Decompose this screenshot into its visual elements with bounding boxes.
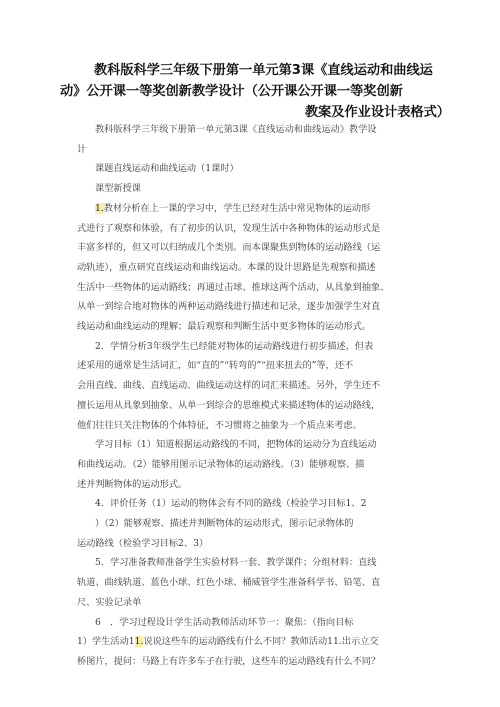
highlight-mark: 1. xyxy=(95,202,104,214)
body-text: 教材分析在上一课的学习中，学生已经对生活中常见物体的运动形 xyxy=(103,202,371,214)
lesson-topic: 课题直线运动和曲线运动（1课时） xyxy=(95,163,239,175)
title-line-2: 动》公开课一等奖创新教学设计（公开课公开课一等奖创新 xyxy=(60,84,403,99)
body-line: 他们往往只关注物体的个体特征，不习惯将之抽象为一个质点来考虑。 xyxy=(77,419,362,431)
body-line: 会用直线、曲线、直线运动、曲线运动这样的词汇来描述。另外，学生还不 xyxy=(77,380,381,392)
section-heading-4: 4．评价任务（1）运动的物体会有不同的路线（检验学习目标1、2 xyxy=(95,498,367,510)
lesson-type: 课型新授课 xyxy=(95,183,141,195)
section-heading-5: 5．学习准备教师准备学生实验材料一套、教学课件；分组材料：直线 xyxy=(95,557,377,569)
body-line: 计 xyxy=(77,143,87,155)
document-body xyxy=(77,120,433,672)
body-line: 和曲线运动。（2）能够用图示记录物体的运动路线。（3）能够观察、描 xyxy=(77,458,365,470)
body-line: 擅长运用从具象到抽象、从单一到综合的思维模式来描述物体的运动路线， xyxy=(77,399,381,411)
title-line-3: 教案及作业设计表格式） xyxy=(304,105,450,120)
section-heading-3: 学习目标（1）知道根据运动路线的不同，把物体的运动分为直线运动 xyxy=(95,439,377,451)
body-line: ）（2）能够观察、描述并判断物体的运动形式，图示记录物体的 xyxy=(95,518,354,530)
section-heading-6: 6 ．学习过程设计学生活动教师活动环节一：聚焦：（指向目标 xyxy=(95,616,354,628)
body-line: 丰富多样的，但又可以归纳成几个类别。而本课聚焦到物体的运动路线（运 xyxy=(77,242,381,254)
highlight-mark: 1. xyxy=(134,636,144,648)
body-line: 从单一到综合地对物体的两种运动路线进行描述和记录，逐步加强学生对直 xyxy=(77,301,381,313)
section-heading-2: 2．学情分析3年级学生已经能对物体的运动路线进行初步描述，但表 xyxy=(95,340,374,352)
body-line: 述采用的通常是生活词汇，如“直的”“转弯的”“扭来扭去的”等，还不 xyxy=(77,360,354,372)
body-line: 桥图片，提问：马路上有许多车子在行驶，这些车的运动路线有什么不同？ xyxy=(77,655,381,667)
document-title xyxy=(60,60,450,123)
title-line-1: 教科版科学三年级下册第一单元第3课《直线运动和曲线运 xyxy=(94,63,433,78)
body-line xyxy=(77,632,433,652)
body-line: 式进行了观察和体验，有了初步的认识，发现生活中各种物体的运动形式是 xyxy=(77,222,381,234)
body-line: 轨道、曲线轨道、蓝色小球、红色小球、桶威管学生准备科学书、铅笔、直 xyxy=(77,577,381,589)
body-text: 1 xyxy=(128,636,135,648)
body-line: 教科版科学三年级下册第一单元第3课《直线运动和曲线运动》教学设 xyxy=(95,124,377,135)
body-line: 运动路线（检验学习目标2、3） xyxy=(77,537,209,549)
body-line: 线运动和曲线运动的理解；最后观察和判断生活中更多物体的运动形式。 xyxy=(77,321,371,333)
body-line: 尺、实验记录单 xyxy=(77,596,142,608)
body-line: 动轨迹），重点研究直线运动和曲线运动。本课的设计思路是先观察和描述 xyxy=(77,261,376,273)
body-line: 述并判断物体的运动形式。 xyxy=(77,478,188,490)
section-heading-1 xyxy=(77,199,433,219)
body-line: 生活中一些物体的运动路线；再通过击球、推球这两个活动，从具象到抽象、 xyxy=(77,281,390,293)
body-text: 说说这些车的运动路线有什么不同？教师活动11.出示立交 xyxy=(143,636,379,648)
body-text: 1）学生活动 xyxy=(77,636,129,648)
